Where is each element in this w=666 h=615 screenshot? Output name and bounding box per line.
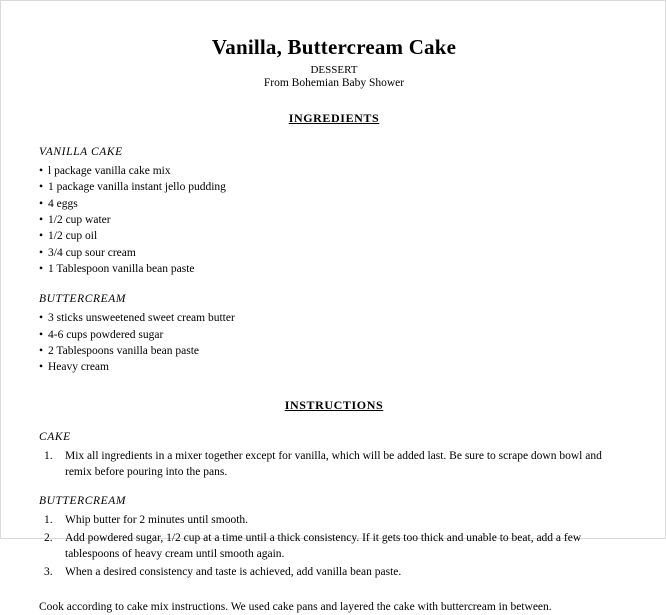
instruction-group-cake	[39, 431, 629, 481]
list-item: Whip butter for 2 minutes until smooth.	[65, 513, 249, 526]
ingredient-group-label: BUTTERCREAM	[39, 293, 127, 306]
ingredient-list	[39, 163, 629, 277]
page-title: Vanilla, Buttercream Cake	[211, 35, 457, 59]
ingredient-list	[39, 310, 629, 375]
closing-note: Cook according to cake mix instructions. We used cake pans and layered the cake with buttercream in between.	[39, 600, 552, 613]
list-item: • 3/4 cup sour cream	[39, 245, 629, 261]
list-item: • Heavy cream	[39, 359, 629, 375]
list-item: • 1 package vanilla instant jello pudding	[39, 179, 629, 195]
list-item: • l package vanilla cake mix	[39, 163, 629, 179]
document-source: From Bohemian Baby Shower	[263, 77, 405, 89]
document-category: DESSERT	[310, 64, 358, 76]
list-item: • 1 Tablespoon vanilla bean paste	[39, 261, 629, 277]
instruction-group-label: BUTTERCREAM	[39, 494, 127, 507]
list-item: When a desired consistency and taste is achieved, add vanilla bean paste.	[65, 565, 402, 578]
list-item: Add powdered sugar, 1/2 cup at a time until a thick consistency. If it gets too thick and unable to beat, add a few tablespoons of heavy cream until smooth again.	[65, 531, 582, 561]
list-item: Mix all ingredients in a mixer together except for vanilla, which will be added last. Be sure to scrape down bowl and remix before pouring into the pans.	[65, 449, 602, 479]
list-item: • 1/2 cup oil	[39, 228, 629, 244]
list-item: • 1/2 cup water	[39, 212, 629, 228]
instruction-group-buttercream	[39, 495, 629, 581]
list-item: • 3 sticks unsweetened sweet cream butter	[39, 310, 629, 326]
ingredients-heading: INGREDIENTS	[288, 111, 380, 125]
ingredient-group-vanilla-cake	[39, 146, 629, 277]
document-content	[39, 35, 629, 615]
ingredient-group-label: VANILLA CAKE	[39, 146, 123, 158]
instruction-list	[39, 512, 629, 581]
list-item: • 2 Tablespoons vanilla bean paste	[39, 343, 629, 359]
instructions-heading: INSTRUCTIONS	[284, 397, 384, 412]
instruction-group-label: CAKE	[39, 430, 71, 443]
ingredient-group-buttercream	[39, 293, 629, 375]
instruction-list	[39, 448, 629, 481]
list-item: • 4 eggs	[39, 196, 629, 212]
list-item: • 4-6 cups powdered sugar	[39, 327, 629, 343]
